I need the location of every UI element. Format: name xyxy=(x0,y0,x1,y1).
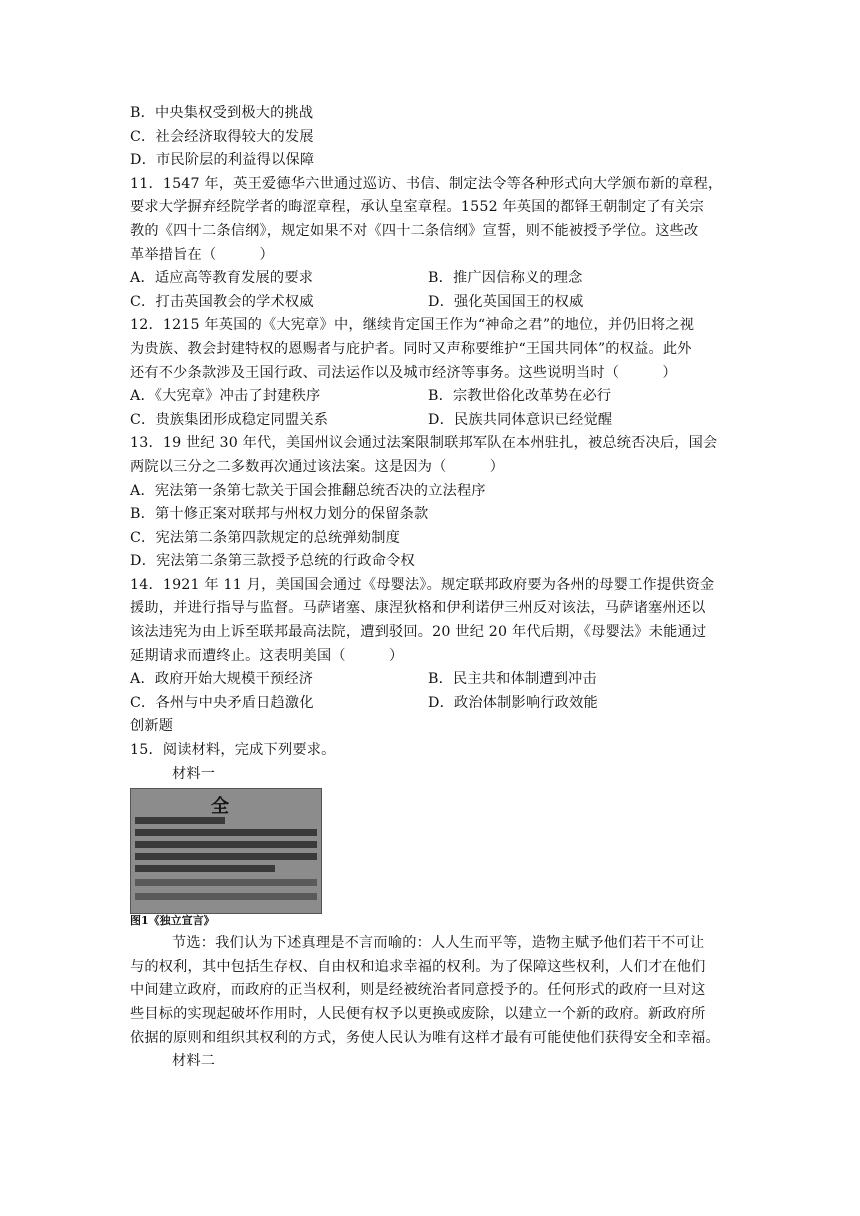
question-stem-line: 要求大学摒弃经院学者的晦涩章程，承认皇室章程。1552 年英国的都铎王朝制定了有关宗 xyxy=(130,199,704,216)
question-12 xyxy=(130,314,740,432)
figure-title-glyph: 全 xyxy=(211,796,229,818)
question-14 xyxy=(130,574,740,716)
section-title: 创新题 xyxy=(130,718,174,735)
question-stem-line: 14．1921 年 11 月，美国国会通过《母婴法》。规定联邦政府要为各州的母婴工作提供资金 xyxy=(130,576,715,593)
option-line: C．社会经济取得较大的发展 xyxy=(130,128,314,145)
excerpt-line: 与的权利，其中包括生存权、自由权和追求幸福的权利。为了保障这些权利，人们才在他们 xyxy=(130,958,706,975)
option-a: A．政府开始大规模干预经济 xyxy=(130,671,314,688)
option-a: A．宪法第一条第七款关于国会推翻总统否决的立法程序 xyxy=(130,482,486,499)
question-stem-line: 13．19 世纪 30 年代，美国州议会通过法案限制联邦军队在本州驻扎，被总统否决后，国会 xyxy=(130,435,718,452)
text-band xyxy=(135,841,317,848)
question-15-title: 15．阅读材料，完成下列要求。 xyxy=(130,742,336,759)
material-2-label: 材料二 xyxy=(172,1053,216,1070)
option-c: C．各州与中央矛盾日趋激化 xyxy=(130,694,314,711)
material-1-label: 材料一 xyxy=(172,765,216,782)
excerpt xyxy=(130,932,740,1050)
option-line: D．市民阶层的利益得以保障 xyxy=(130,152,315,169)
options-row xyxy=(130,692,740,716)
question-stem-line: 12．1215 年英国的《大宪章》中，继续肯定国王作为“神命之君”的地位，并仍旧将之视 xyxy=(130,317,695,334)
question-stem-line: 还有不少条款涉及王国行政、司法运作以及城市经济等事务。这些说明当时（ ） xyxy=(130,364,677,381)
text-band xyxy=(135,817,225,824)
question-stem-line: 革举措旨在（ ） xyxy=(130,246,274,263)
excerpt-line: 节选：我们认为下述真理是不言而喻的：人人生而平等，造物主赋予他们若干不可让 xyxy=(172,935,705,952)
question-11 xyxy=(130,173,740,315)
declaration-image xyxy=(130,788,322,914)
options-row xyxy=(130,291,740,315)
document-page xyxy=(130,102,740,1074)
option-c: C．打击英国教会的学术权威 xyxy=(130,293,314,310)
text-band xyxy=(135,853,317,860)
excerpt-line: 依据的原则和组织其权利的方式，务使人民认为唯有这样才最有可能使他们获得安全和幸福。 xyxy=(130,1029,720,1046)
option-c: C．宪法第二条第四款规定的总统弹劾制度 xyxy=(130,529,401,546)
question-stem-line: 援助，并进行指导与监督。马萨诸塞、康涅狄格和伊利诺伊三州反对该法，马萨诸塞州还以 xyxy=(130,600,706,617)
question-stem-line: 两院以三分之二多数再次通过该法案。这是因为（ ） xyxy=(130,458,505,475)
option-d: D．政治体制影响行政效能 xyxy=(428,694,598,711)
question-13 xyxy=(130,432,740,574)
question-stem-line: 11．1547 年，英王爱德华六世通过巡访、书信、制定法令等各种形式向大学颁布新的章程， xyxy=(130,175,723,192)
question-stem-line: 该法违宪为由上诉至联邦最高法院，遭到驳回。20 世纪 20 年代后期，《母婴法》未能通过 xyxy=(130,624,707,641)
text-band xyxy=(135,829,317,836)
option-b: B．民主共和体制遭到冲击 xyxy=(428,671,597,688)
question-stem-line: 延期请求而遭终止。这表明美国（ ） xyxy=(130,647,404,664)
option-b: B．第十修正案对联邦与州权力划分的保留条款 xyxy=(130,506,429,523)
option-d: D．民族共同体意识已经觉醒 xyxy=(428,411,613,428)
options-row xyxy=(130,668,740,692)
option-d: D．强化英国国王的权威 xyxy=(428,293,584,310)
option-b: B．宗教世俗化改革势在必行 xyxy=(428,388,612,405)
option-a: A．《大宪章》冲击了封建秩序 xyxy=(130,388,321,405)
text-band xyxy=(135,879,317,886)
declaration-figure xyxy=(130,788,320,926)
option-b: B．推广因信称义的理念 xyxy=(428,270,583,287)
option-a: A．适应高等教育发展的要求 xyxy=(130,270,314,287)
question-stem-line: 为贵族、教会封建特权的恩赐者与庇护者。同时又声称要维护“王国共同体”的权益。此外 xyxy=(130,340,692,357)
option-line: B．中央集权受到极大的挑战 xyxy=(130,105,314,121)
option-d: D．宪法第二条第三款授予总统的行政命令权 xyxy=(130,553,415,570)
figure-caption: 图1《独立宣言》 xyxy=(130,914,215,928)
option-c: C．贵族集团形成稳定同盟关系 xyxy=(130,411,329,428)
text-band xyxy=(135,893,317,900)
options-row xyxy=(130,409,740,433)
text-band xyxy=(135,865,275,872)
options-row xyxy=(130,267,740,291)
excerpt-line: 些目标的实现起破坏作用时，人民便有权予以更换或废除，以建立一个新的政府。新政府所 xyxy=(130,1006,706,1022)
options-row xyxy=(130,385,740,409)
question-stem-line: 教的《四十二条信纲》，规定如果不对《四十二条信纲》宣誓，则不能被授予学位。这些改 xyxy=(130,222,699,239)
excerpt-line: 中间建立政府，而政府的正当权利，则是经被统治者同意授予的。任何形式的政府一旦对这 xyxy=(130,982,706,999)
